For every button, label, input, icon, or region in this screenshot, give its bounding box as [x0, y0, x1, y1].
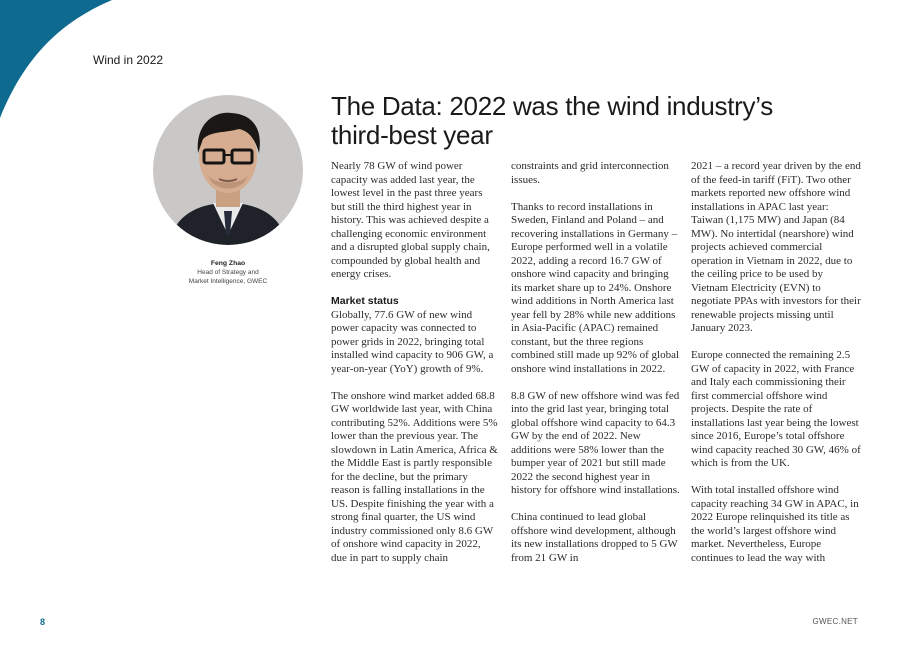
paragraph: Globally, 77.6 GW of new wind power capacity was connected to power grids in 2022, bringing total installed wind capacity to 906 GW, a year-on-year (YoY) growth of 9%. — [331, 308, 494, 375]
portrait-caption — [150, 259, 306, 286]
text-column-3 — [691, 160, 861, 579]
subheading-market-status: Market status — [331, 295, 399, 307]
paragraph: Europe connected the remaining 2.5 GW of capacity in 2022, with France and Italy each commissioning their first commercial offshore wind projects. Despite the rate of installations last year being the lowest since 2016, Europe’s total offshore wind capacity reached 30 GW, 46% of which is from the UK. — [691, 349, 861, 469]
text-column-1 — [331, 160, 499, 579]
paragraph: 2021 – a record year driven by the end of the feed-in tariff (FiT). Two other markets reported new offshore wind installations in APAC last year: Taiwan (1,175 MW) and Japan (84 MW). No intertidal (nearshore) wind projects achieved commercial operation in Vietnam in 2022, due to the ceiling price to be used by Vietnam Electricity (EVN) to negotiate PPAs with investors for their renewable projects missing until January 2023. — [691, 160, 861, 334]
site-url: GWEC.NET — [812, 617, 858, 626]
person-role-line2: Market Intelligence, GWEC — [188, 278, 268, 285]
person-role-line1: Head of Strategy and — [197, 269, 259, 276]
article-title-line1: The Data: 2022 was the wind industry’s — [331, 91, 773, 121]
paragraph: constraints and grid interconnection issues. — [511, 160, 669, 186]
paragraph: With total installed offshore wind capacity reaching 34 GW in APAC, in 2022 Europe relinquished its title as the world’s largest offshore wind market. Nevertheless, Europe continues to lead the way with — [691, 484, 859, 564]
text-column-2 — [511, 160, 681, 579]
paragraph: Nearly 78 GW of wind power capacity was added last year, the lowest level in the past three years but still the third highest year in history. This was achieved despite a challenging economic environment and a disrupted global supply chain, compounded by global health and energy crises. — [331, 160, 490, 280]
paragraph: The onshore wind market added 68.8 GW worldwide last year, with China contributing 52%. Additions were 5% lower than the previous year. The slowdown in Latin America, Africa & the Middle East is partly responsible for the decline, but the primary reason is falling installations in the US. Despite finishing the year with a strong final quarter, the US wind industry commissioned only 8.6 GW of onshore wind capacity in 2022, due in part to supply chain — [331, 389, 498, 564]
article-title-line2: third-best year — [331, 120, 493, 150]
paragraph: 8.8 GW of new offshore wind was fed into the grid last year, bringing total global offshore wind capacity to 64.3 GW by the end of 2022. New additions were 58% lower than the bumper year of 2021 but still made 2022 the second highest year in history for offshore wind installations. — [511, 389, 680, 496]
article-title — [331, 92, 801, 150]
section-label: Wind in 2022 — [93, 53, 164, 67]
page-number: 8 — [40, 617, 46, 627]
paragraph: Thanks to record installations in Sweden, Finland and Poland – and recovering installations in Germany – Europe performed well in a volatile 2022, adding a record 16.7 GW of onshore wind capacity and bringing its market share up to 24%. Onshore wind additions in North America last year fell by 28% while new additions in Asia-Pacific (APAC) remained constant, but the three regions combined still made up 92% of global onshore wind installations in 2022. — [511, 200, 680, 375]
person-name: Feng Zhao — [210, 260, 246, 267]
portrait-photo — [153, 95, 303, 245]
paragraph: China continued to lead global offshore wind development, although its new installations dropped to 5 GW from 21 GW in — [511, 511, 678, 564]
